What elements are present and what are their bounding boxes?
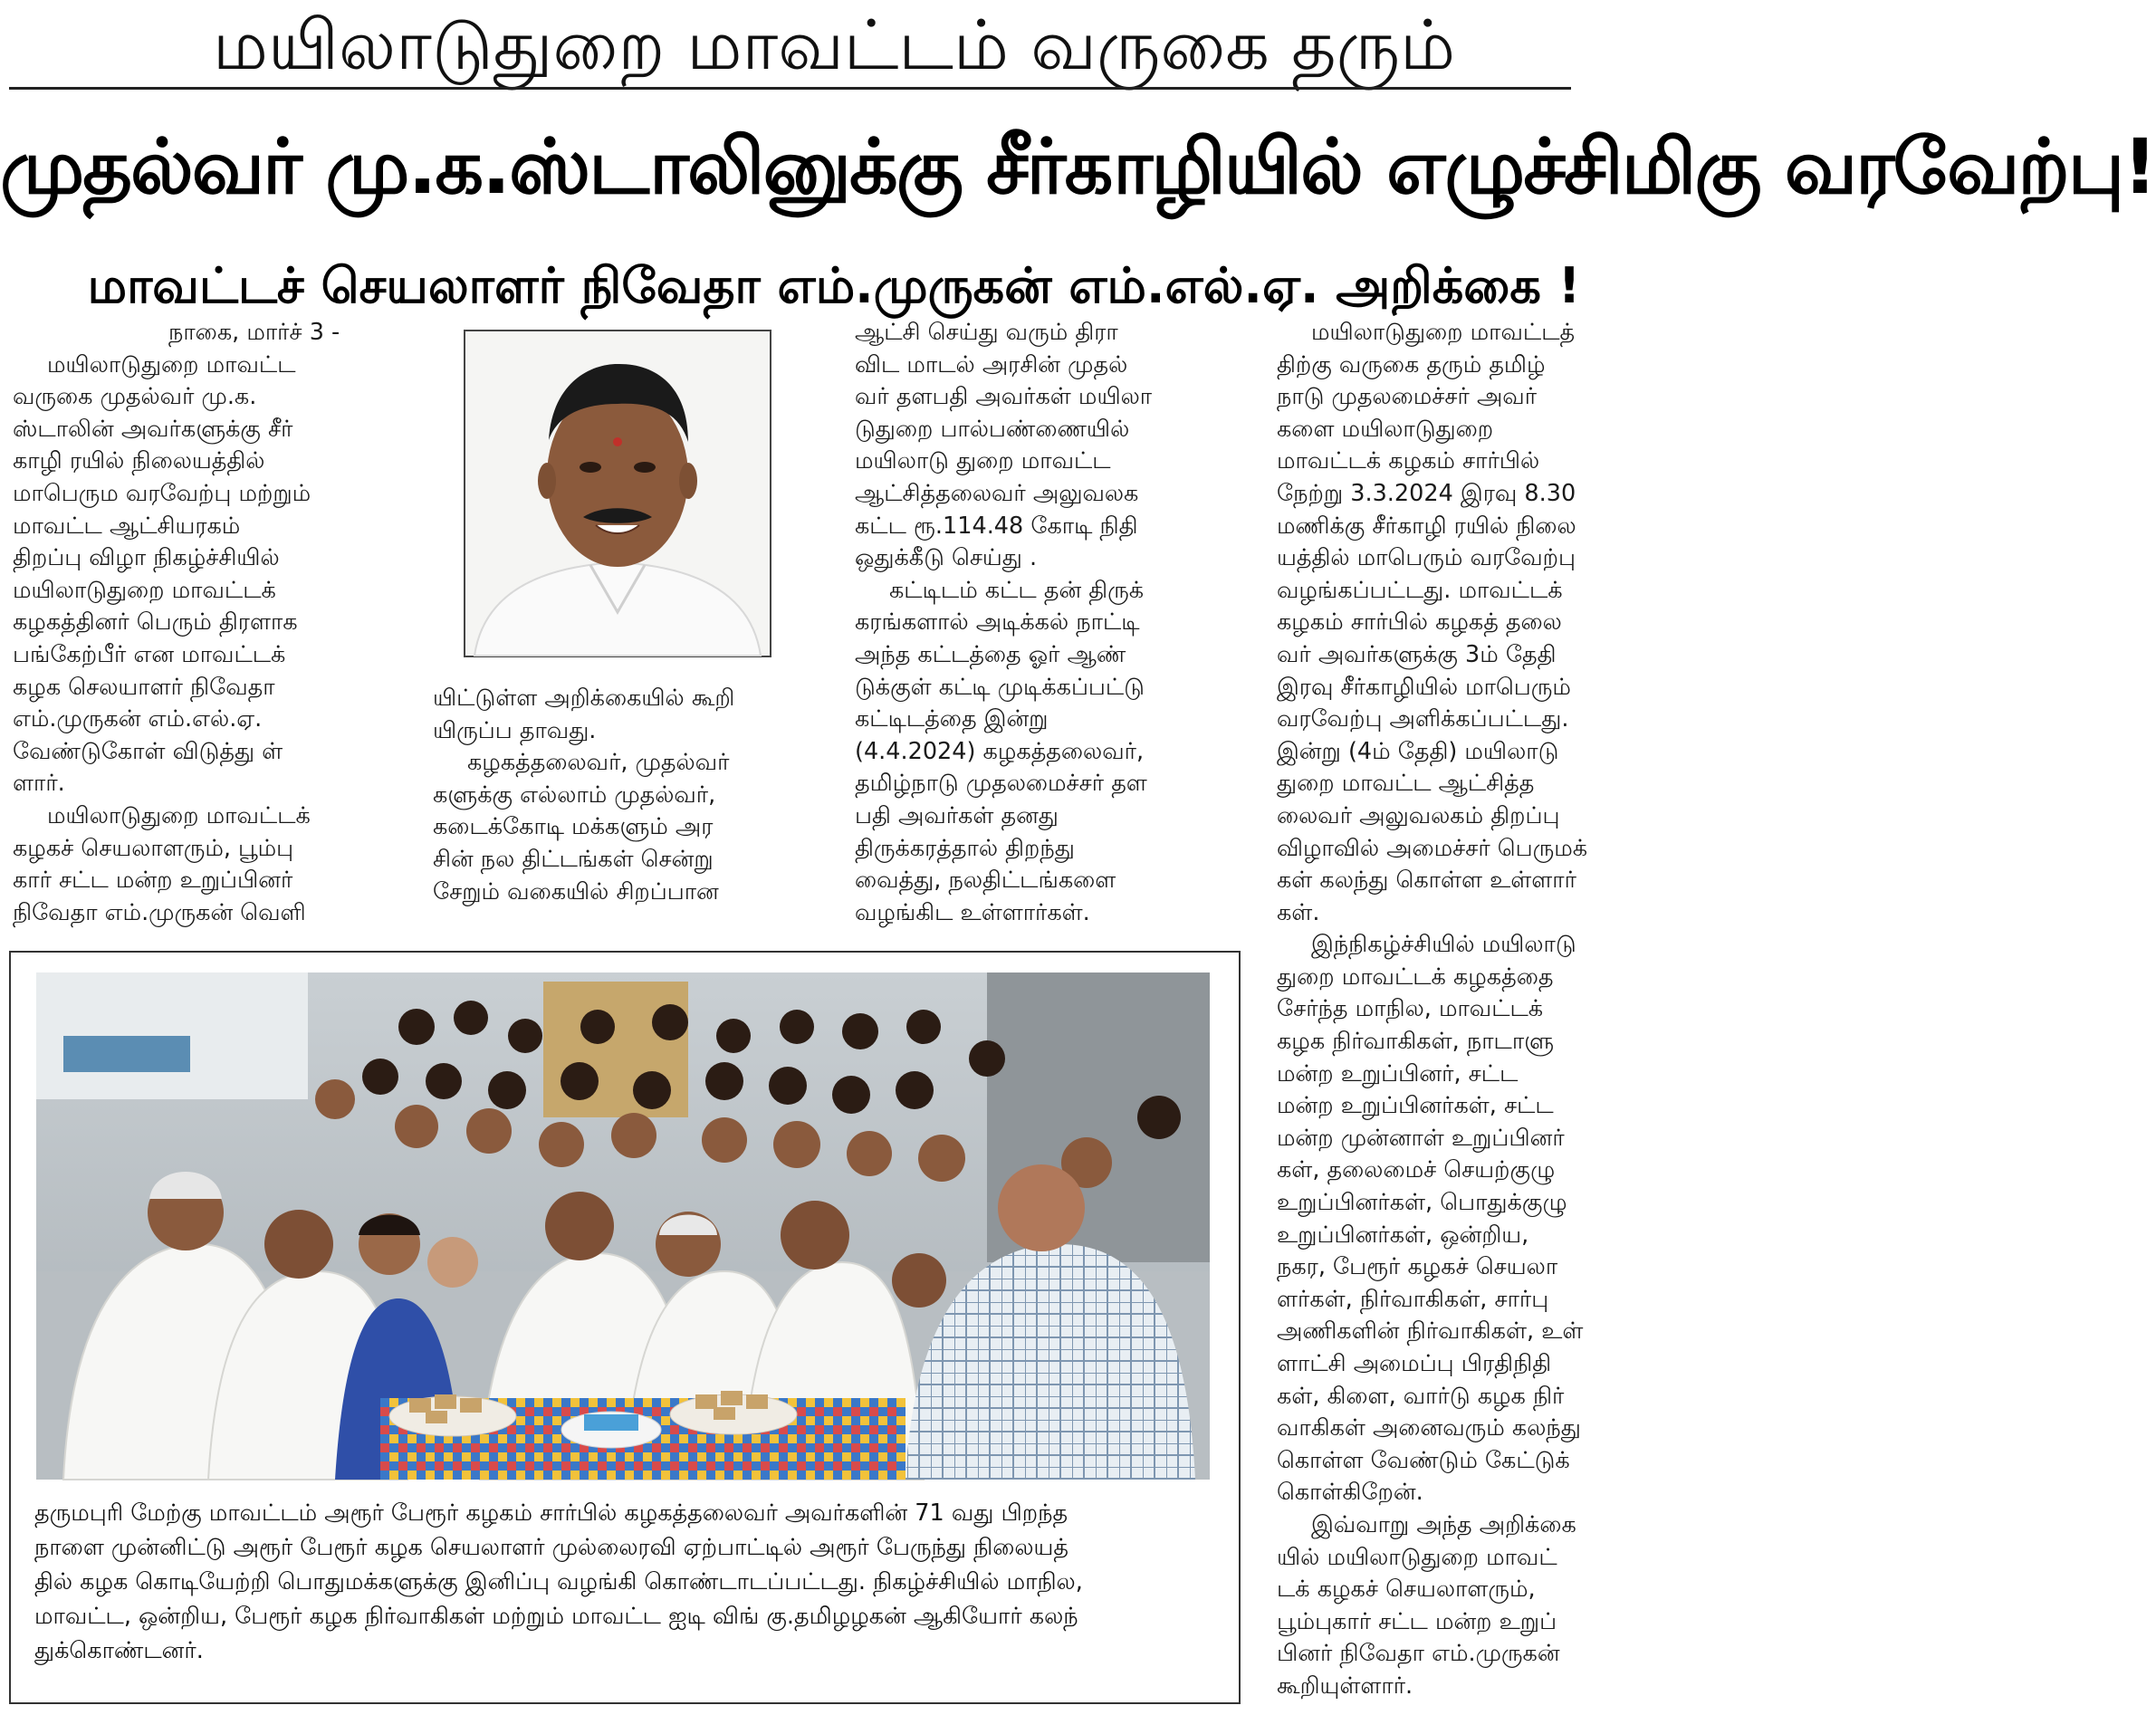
- text-line: கள், கிளை, வார்டு கழக நிர்: [1277, 1382, 1565, 1410]
- text-line: தமிழ்நாடு முதலமைச்சர் தள: [855, 770, 1147, 798]
- text-line: (4.4.2024) கழகத்தலைவர்,: [855, 737, 1145, 765]
- text-line: கரங்களால் அடிக்கல் நாட்டி: [855, 608, 1140, 637]
- text-line: மாவட்டக் கழகம் சார்பில்: [1277, 447, 1540, 475]
- text-line: ளார்.: [13, 770, 65, 798]
- text-line: மாவட்ட ஆட்சியரகம்: [13, 512, 241, 540]
- text-line: டுதுறை பால்பண்ணையில்: [855, 415, 1130, 443]
- article-column-4: [1277, 317, 1662, 1703]
- sub-headline: மாவட்டச் செயலாளர் நிவேதா எம்.முருகன் எம்.எல்.ஏ. அறிக்கை !: [87, 257, 1581, 314]
- text-line: சின் நல திட்டங்கள் சென்று: [433, 845, 714, 873]
- text-line: பதி அவர்கள் தனது: [855, 801, 1059, 829]
- article-column-3: [855, 317, 1240, 929]
- text-line: உறுப்பினர்கள், பொதுக்குழு: [1277, 1189, 1567, 1217]
- text-line: கள், தலைமைச் செயற்குழு: [1277, 1156, 1556, 1184]
- text-line: சேர்ந்த மாநில, மாவட்டக்: [1277, 995, 1544, 1023]
- main-headline: முதல்வர் மு.க.ஸ்டாலினுக்கு சீர்காழியில் எழுச்சிமிகு வரவேற்பு!: [0, 122, 2156, 211]
- text-line: அணிகளின் நிர்வாகிகள், உள்: [1277, 1317, 1584, 1346]
- text-line: யில் மயிலாடுதுறை மாவட்: [1277, 1543, 1557, 1571]
- text-line: கட்டிடத்தை இன்று: [855, 705, 1049, 733]
- photo-caption: [34, 1496, 1226, 1668]
- text-line: ஸ்டாலின் அவர்களுக்கு சீர்: [13, 415, 293, 443]
- text-line: கள் கலந்து கொள்ள உள்ளார்: [1277, 867, 1576, 895]
- caption-line: துக்கொண்டனர்.: [34, 1637, 204, 1664]
- text-line: கொள்ள வேண்டும் கேட்டுக்: [1277, 1446, 1570, 1474]
- text-line: ஆட்சி செய்து வரும் திரா: [855, 319, 1118, 346]
- article-column-1: [13, 317, 398, 929]
- text-line: நேற்று 3.3.2024 இரவு 8.30: [1277, 479, 1576, 507]
- text-line: வர் அவர்களுக்கு 3ம் தேதி: [1277, 640, 1557, 668]
- text-line: காழி ரயில் நிலையத்தில்: [13, 447, 265, 475]
- text-line: கழகம் சார்பில் கழகத் தலை: [1277, 608, 1562, 637]
- text-line: ளர்கள், நிர்வாகிகள், சார்பு: [1277, 1285, 1549, 1313]
- text-line: கழக நிர்வாகிகள், நாடாளு: [1277, 1028, 1555, 1056]
- kicker-rule: [9, 87, 1571, 90]
- text-line: வர் தளபதி அவர்கள் மயிலா: [855, 383, 1153, 411]
- text-line: நிவேதா எம்.முருகன் வெளி: [13, 898, 306, 926]
- text-line: ஒதுக்கீடு செய்து .: [855, 544, 1038, 572]
- text-line: பினர் நிவேதா எம்.முருகன்: [1277, 1640, 1560, 1668]
- text-line: கழகச் செயலாளரும், பூம்பு: [13, 834, 294, 862]
- text-line: துறை மாவட்டக் கழகத்தை: [1277, 963, 1554, 991]
- text-line: மன்ற முன்னாள் உறுப்பினர்: [1277, 1124, 1565, 1152]
- text-line: வரவேற்பு அளிக்கப்பட்டது.: [1277, 705, 1569, 733]
- text-line: கொள்கிறேன்.: [1277, 1479, 1423, 1507]
- text-line: விட மாடல் அரசின் முதல்: [855, 350, 1128, 378]
- text-line: வழங்கப்பட்டது. மாவட்டக்: [1277, 576, 1563, 604]
- text-line: நாகை, மார்ச் 3 -: [168, 319, 340, 346]
- kicker-headline: மயிலாடுதுறை மாவட்டம் வருகை தரும்: [212, 5, 1456, 85]
- article-column-2: [433, 683, 818, 908]
- text-line: கடைக்கோடி மக்களும் அர: [433, 813, 714, 841]
- text-line: மயிலாடுதுறை மாவட்ட: [47, 350, 296, 378]
- text-line: டக் கழகச் செயலாளரும்,: [1277, 1576, 1536, 1604]
- caption-line: தில் கழக கொடியேற்றி பொதுமக்களுக்கு இனிப்பு வழங்கி கொண்டாடப்பட்டது. நிகழ்ச்சியில் மாநில,: [34, 1568, 1083, 1595]
- text-line: கழக செலயாளர் நிவேதா: [13, 673, 275, 701]
- text-line: நாடு முதலமைச்சர் அவர்: [1277, 383, 1538, 411]
- text-line: வைத்து, நலதிட்டங்களை: [855, 867, 1116, 895]
- text-line: பங்கேற்பீர் என மாவட்டக்: [13, 640, 286, 668]
- event-photo-box: [9, 951, 1241, 1704]
- text-line: நகர, பேரூர் கழகச் செயலா: [1277, 1253, 1558, 1281]
- portrait-illustration: [465, 331, 770, 656]
- text-line: கூறியுள்ளார்.: [1277, 1672, 1413, 1700]
- text-line: ளாட்சி அமைப்பு பிரதிநிதி: [1277, 1350, 1552, 1377]
- text-line: மயிலாடுதுறை மாவட்டத்: [1311, 319, 1576, 346]
- text-line: மயிலாடுதுறை மாவட்டக்: [13, 576, 276, 604]
- text-line: திருக்கரத்தால் திறந்து: [855, 834, 1075, 862]
- text-line: இரவு சீர்காழியில் மாபெரும்: [1277, 673, 1571, 701]
- text-line: கள்.: [1277, 898, 1320, 926]
- text-line: லைவர் அலுவலகம் திறப்பு: [1277, 801, 1560, 829]
- text-line: யிருப்ப தாவது.: [433, 716, 597, 744]
- event-photo: [36, 972, 1210, 1480]
- text-line: மன்ற உறுப்பினர்கள், சட்ட: [1277, 1092, 1554, 1120]
- text-line: வேண்டுகோள் விடுத்து ள்: [13, 737, 283, 765]
- caption-line: நாளை முன்னிட்டு அரூர் பேரூர் கழக செயலாளர் முல்லைரவி ஏற்பாட்டில் அரூர் பேருந்து நிலையத்: [34, 1534, 1069, 1561]
- text-line: இந்நிகழ்ச்சியில் மயிலாடு: [1311, 931, 1576, 959]
- text-line: கார் சட்ட மன்ற உறுப்பினர்: [13, 867, 293, 895]
- text-line: மாபெரும வரவேற்பு மற்றும்: [13, 479, 311, 507]
- text-line: விழாவில் அமைச்சர் பெருமக்: [1277, 834, 1588, 862]
- portrait-photo: [464, 330, 771, 657]
- text-line: கட்ட ரூ.114.48 கோடி நிதி: [855, 512, 1138, 540]
- text-line: களை மயிலாடுதுறை: [1277, 415, 1494, 443]
- caption-line: மாவட்ட, ஒன்றிய, பேரூர் கழக நிர்வாகிகள் மற்றும் மாவட்ட ஐடி விங் கு.தமிழழகன் ஆகியோர் கலந்: [34, 1603, 1078, 1630]
- text-line: வழங்கிட உள்ளார்கள்.: [855, 898, 1090, 926]
- text-line: யிட்டுள்ள அறிக்கையில் கூறி: [433, 685, 735, 712]
- text-line: பூம்புகார் சட்ட மன்ற உறுப்: [1277, 1607, 1557, 1635]
- text-line: துறை மாவட்ட ஆட்சித்த: [1277, 770, 1535, 798]
- text-line: மயிலாடு துறை மாவட்ட: [855, 447, 1111, 475]
- text-line: டுக்குள் கட்டி முடிக்கப்பட்டு: [855, 673, 1145, 701]
- text-line: ஆட்சித்தலைவர் அலுவலக: [855, 479, 1139, 507]
- text-line: கட்டிடம் கட்ட தன் திருக்: [889, 576, 1145, 604]
- text-line: வாகிகள் அனைவரும் கலந்து: [1277, 1414, 1581, 1442]
- text-line: இன்று (4ம் தேதி) மயிலாடு: [1277, 737, 1559, 765]
- text-line: மணிக்கு சீர்காழி ரயில் நிலை: [1277, 512, 1576, 540]
- text-line: வருகை முதல்வர் மு.க.: [13, 383, 257, 411]
- text-line: திற்கு வருகை தரும் தமிழ்: [1277, 350, 1546, 378]
- text-line: உறுப்பினர்கள், ஒன்றிய,: [1277, 1221, 1529, 1249]
- text-line: சேறும் வகையில் சிறப்பான: [433, 877, 719, 905]
- text-line: மன்ற உறுப்பினர், சட்ட: [1277, 1059, 1519, 1087]
- caption-line: தருமபுரி மேற்கு மாவட்டம் அரூர் பேரூர் கழகம் சார்பில் கழகத்தலைவர் அவர்களின் 71 வது பிறந்த: [34, 1499, 1068, 1527]
- text-line: திறப்பு விழா நிகழ்ச்சியில்: [13, 544, 280, 572]
- text-line: மயிலாடுதுறை மாவட்டக்: [47, 801, 311, 829]
- text-line: அந்த கட்டத்தை ஓர் ஆண்: [855, 640, 1126, 668]
- text-line: யத்தில் மாபெரும் வரவேற்பு: [1277, 544, 1576, 572]
- text-line: இவ்வாறு அந்த அறிக்கை: [1311, 1510, 1576, 1538]
- text-line: களுக்கு எல்லாம் முதல்வர்,: [433, 781, 716, 809]
- text-line: எம்.முருகன் எம்.எல்.ஏ.: [13, 705, 263, 733]
- text-line: கழகத்தலைவர், முதல்வர்: [467, 749, 730, 777]
- text-line: கழகத்தினர் பெரும் திரளாக: [13, 608, 298, 637]
